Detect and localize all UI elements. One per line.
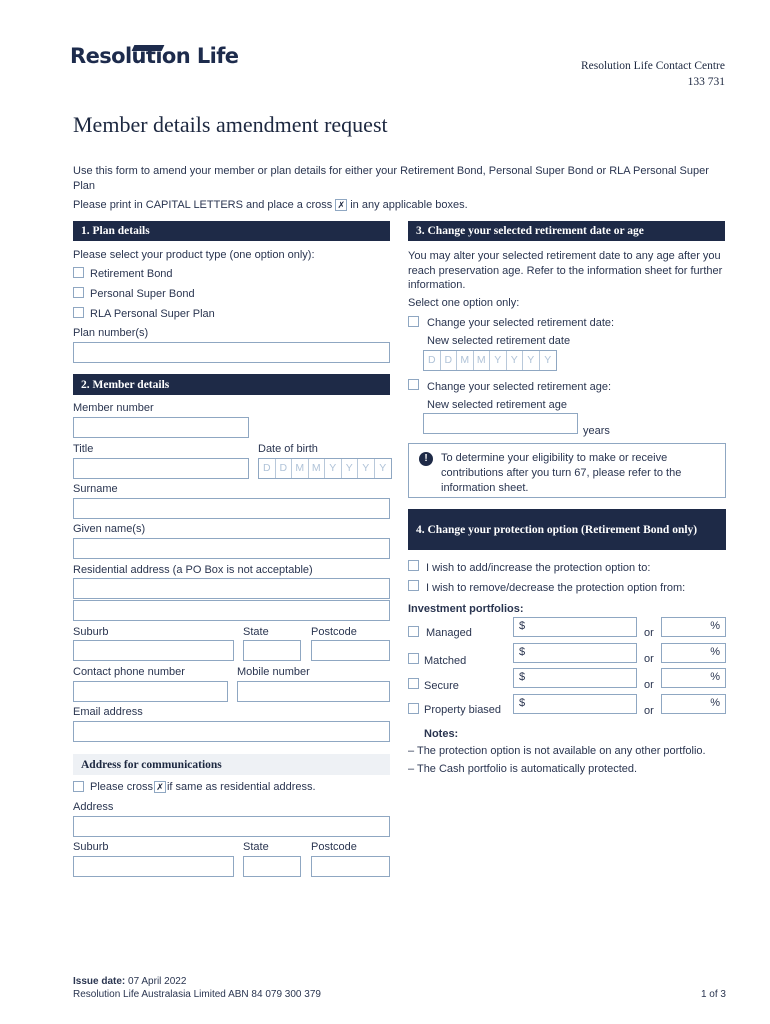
or-label: or [644, 679, 654, 691]
footer-info [73, 975, 321, 1001]
property-biased-amount-input[interactable]: $ [513, 694, 637, 714]
postcode-input[interactable] [311, 640, 390, 661]
note-item: – The Cash portfolio is automatically protected. [408, 763, 638, 775]
managed-label: Managed [426, 627, 472, 639]
suburb-label: Suburb [73, 626, 109, 638]
matched-percent-input[interactable]: % [661, 643, 726, 663]
contact-phone-input[interactable] [73, 681, 228, 702]
cross-example-icon: ✗ [335, 199, 347, 211]
comms-state-input[interactable] [243, 856, 301, 877]
change-date-label: Change your selected retirement date: [427, 317, 615, 329]
comms-state-label: State [243, 841, 269, 853]
checkbox-secure[interactable] [408, 678, 419, 689]
property-biased-label: Property biased [424, 704, 502, 716]
eligibility-notice [408, 443, 726, 498]
matched-amount-input[interactable]: $ [513, 643, 637, 663]
checkbox-retirement-bond[interactable] [73, 267, 84, 278]
member-number-label: Member number [73, 402, 154, 414]
section-3-heading: 3. Change your selected retirement date or age [408, 221, 725, 241]
checkbox-remove-protection[interactable] [408, 580, 419, 591]
title-label: Title [73, 443, 94, 455]
or-label: or [644, 653, 654, 665]
cross-example-icon: ✗ [154, 781, 166, 793]
given-names-input[interactable] [73, 538, 390, 559]
checkbox-same-address[interactable] [73, 781, 84, 792]
checkbox-add-protection[interactable] [408, 560, 419, 571]
intro-instructions: Please print in CAPITAL LETTERS and place a cross ✗ in any applicable boxes. [73, 199, 468, 211]
comms-address-input[interactable] [73, 816, 390, 837]
note-item: – The protection option is not available on any other portfolio. [408, 745, 706, 757]
contact-centre [581, 58, 725, 90]
investment-portfolios-label: Investment portfolios: [408, 603, 524, 615]
section-1-heading: 1. Plan details [73, 221, 390, 241]
comms-suburb-input[interactable] [73, 856, 234, 877]
years-label: years [583, 425, 610, 437]
residential-address-label: Residential address (a PO Box is not acceptable) [73, 564, 313, 576]
residential-address-line1[interactable] [73, 578, 390, 599]
new-date-label: New selected retirement date [427, 335, 571, 347]
mobile-input[interactable] [237, 681, 390, 702]
new-retirement-date-input[interactable]: D D M M Y Y Y Y [423, 350, 557, 371]
checkbox-change-date[interactable] [408, 316, 419, 327]
new-retirement-age-input[interactable] [423, 413, 578, 434]
email-input[interactable] [73, 721, 390, 742]
plan-number-label: Plan number(s) [73, 327, 149, 339]
add-protection-label: I wish to add/increase the protection option to: [426, 562, 651, 574]
contact-phone: 133 731 [687, 76, 725, 88]
eligibility-notice-text: To determine your eligibility to make or receive contributions after you turn 67, please refer to the information sheet. [441, 452, 682, 494]
dob-label: Date of birth [258, 443, 318, 455]
secure-percent-input[interactable]: % [661, 668, 726, 688]
comms-suburb-label: Suburb [73, 841, 109, 853]
company-abn: Resolution Life Australasia Limited ABN 84 079 300 379 [73, 989, 321, 1000]
page-number: 1 of 3 [700, 989, 726, 1000]
secure-label: Secure [424, 680, 459, 692]
rla-personal-super-plan-label: RLA Personal Super Plan [90, 308, 215, 320]
contact-phone-label: Contact phone number [73, 666, 185, 678]
surname-label: Surname [73, 483, 118, 495]
retirement-bond-label: Retirement Bond [90, 268, 173, 280]
or-label: or [644, 627, 654, 639]
postcode-label: Postcode [311, 626, 357, 638]
suburb-input[interactable] [73, 640, 234, 661]
matched-label: Matched [424, 655, 467, 667]
or-label: or [644, 705, 654, 717]
company-logo: Resolution Life [70, 44, 239, 68]
managed-percent-input[interactable]: % [661, 617, 726, 637]
comms-address-heading: Address for communications [73, 754, 390, 775]
managed-amount-input[interactable]: $ [513, 617, 637, 637]
property-biased-percent-input[interactable]: % [661, 694, 726, 714]
remove-protection-label: I wish to remove/decrease the protection option from: [426, 582, 686, 594]
title-input[interactable] [73, 458, 249, 479]
retirement-change-description: You may alter your selected retirement date to any age after you reach preservation age. Refer to the information sheet for further information. [408, 250, 723, 291]
page-title: Member details amendment request [73, 112, 388, 137]
same-address-label: Please cross ✗ if same as residential address. [90, 781, 316, 793]
plan-number-input[interactable] [73, 342, 390, 363]
section-2-heading: 2. Member details [73, 374, 390, 395]
residential-address-line2[interactable] [73, 600, 390, 621]
select-one-label: Select one option only: [408, 297, 520, 309]
change-age-label: Change your selected retirement age: [427, 381, 612, 393]
intro-text: Use this form to amend your member or plan details for either your Retirement Bond, Personal Super Bond or RLA Personal Super Plan [73, 165, 709, 192]
section-4-heading: 4. Change your protection option (Retirement Bond only) [408, 509, 726, 550]
notes-label: Notes: [424, 728, 459, 740]
checkbox-personal-super-bond[interactable] [73, 287, 84, 298]
mobile-label: Mobile number [237, 666, 310, 678]
comms-postcode-input[interactable] [311, 856, 390, 877]
checkbox-rla-personal-super-plan[interactable] [73, 307, 84, 318]
comms-postcode-label: Postcode [311, 841, 357, 853]
checkbox-change-age[interactable] [408, 379, 419, 390]
checkbox-managed[interactable] [408, 626, 419, 637]
member-number-input[interactable] [73, 417, 249, 438]
checkbox-matched[interactable] [408, 653, 419, 664]
secure-amount-input[interactable]: $ [513, 668, 637, 688]
surname-input[interactable] [73, 498, 390, 519]
contact-title: Resolution Life Contact Centre [580, 60, 725, 72]
given-names-label: Given name(s) [73, 523, 146, 535]
comms-address-label: Address [73, 801, 114, 813]
dob-input[interactable]: D D M M Y Y Y Y [258, 458, 392, 479]
new-age-label: New selected retirement age [427, 399, 568, 411]
issue-date: Issue date: 07 April 2022 [73, 976, 187, 987]
product-type-prompt: Please select your product type (one option only): [73, 249, 315, 261]
warning-icon: ! [419, 452, 433, 466]
state-input[interactable] [243, 640, 301, 661]
checkbox-property-biased[interactable] [408, 703, 419, 714]
email-label: Email address [73, 706, 143, 718]
personal-super-bond-label: Personal Super Bond [90, 288, 195, 300]
state-label: State [243, 626, 269, 638]
